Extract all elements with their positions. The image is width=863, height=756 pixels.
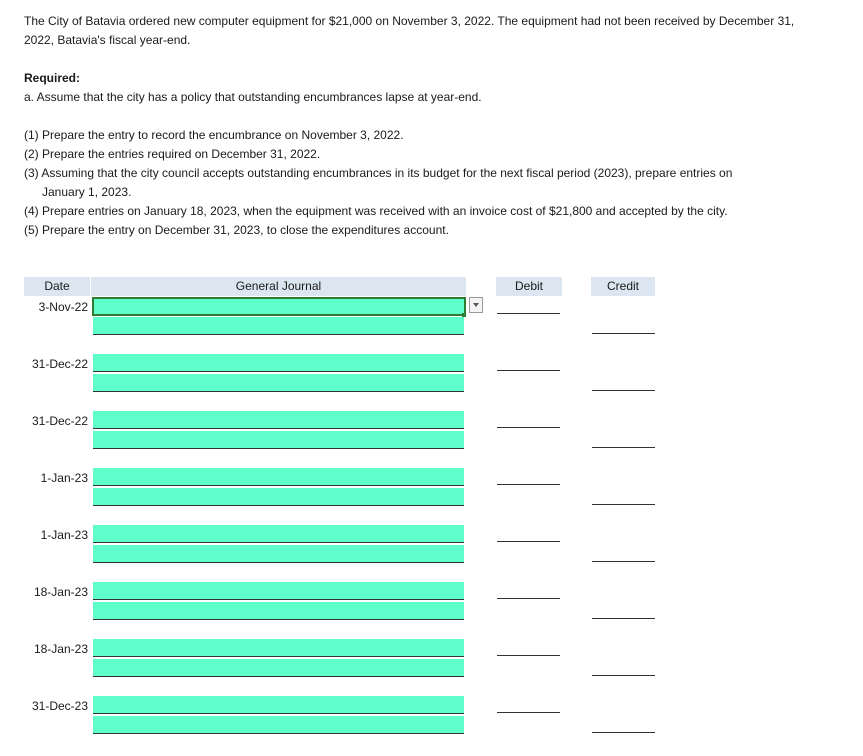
entry-date: 1-Jan-23 xyxy=(40,471,88,485)
account-select-debit[interactable] xyxy=(93,696,464,714)
debit-input[interactable] xyxy=(497,370,560,371)
credit-input[interactable] xyxy=(592,618,655,619)
chevron-down-icon[interactable] xyxy=(469,297,483,313)
debit-input[interactable] xyxy=(497,541,560,542)
journal-entry-4 xyxy=(0,468,863,508)
requirements-list xyxy=(24,126,844,240)
credit-input[interactable] xyxy=(592,447,655,448)
journal-entry-6 xyxy=(0,582,863,622)
account-select-debit[interactable] xyxy=(93,354,464,372)
account-select-credit[interactable] xyxy=(93,716,464,734)
account-select-credit[interactable] xyxy=(93,317,464,335)
entry-date: 18-Jan-23 xyxy=(33,585,88,599)
journal-entry-5 xyxy=(0,525,863,565)
credit-input[interactable] xyxy=(592,390,655,391)
entry-date: 18-Jan-23 xyxy=(33,642,88,656)
requirement-4: (4) Prepare entries on January 18, 2023, when the equipment was received with an invoice cost of $21,800 and accepted by the city. xyxy=(24,204,728,218)
account-select-debit[interactable] xyxy=(93,639,464,657)
account-select-credit[interactable] xyxy=(93,431,464,449)
requirement-3: (3) Assuming that the city council accepts outstanding encumbrances in its budget for the next fiscal period (2023), prepare entries on January 1, 2023. xyxy=(24,166,733,199)
entry-date: 3-Nov-22 xyxy=(38,300,88,314)
debit-input[interactable] xyxy=(497,484,560,485)
journal-entry-3 xyxy=(0,411,863,451)
debit-input[interactable] xyxy=(497,598,560,599)
account-select-credit[interactable] xyxy=(93,659,464,677)
account-select-credit[interactable] xyxy=(93,602,464,620)
problem-intro: The City of Batavia ordered new computer equipment for $21,000 on November 3, 2022. The equipment had not been received by December 31, 2022, Batavia's fiscal year-end. xyxy=(24,14,795,47)
credit-input[interactable] xyxy=(592,732,655,733)
account-select-debit[interactable] xyxy=(93,525,464,543)
header-date: Date xyxy=(24,277,90,296)
requirement-1: (1) Prepare the entry to record the encumbrance on November 3, 2022. xyxy=(24,128,404,142)
entry-date: 31-Dec-22 xyxy=(31,357,88,371)
header-general-journal: General Journal xyxy=(91,277,466,296)
account-select-debit[interactable] xyxy=(93,468,464,486)
entry-date: 1-Jan-23 xyxy=(40,528,88,542)
debit-input[interactable] xyxy=(497,313,560,314)
debit-input[interactable] xyxy=(497,655,560,656)
credit-input[interactable] xyxy=(592,675,655,676)
requirement-5: (5) Prepare the entry on December 31, 2023, to close the expenditures account. xyxy=(24,223,449,237)
debit-input[interactable] xyxy=(497,712,560,713)
header-credit: Credit xyxy=(591,277,655,296)
required-heading: Required: xyxy=(24,71,81,85)
header-debit: Debit xyxy=(496,277,562,296)
entry-date: 31-Dec-23 xyxy=(31,699,88,713)
debit-input[interactable] xyxy=(497,427,560,428)
account-select-debit[interactable] xyxy=(93,582,464,600)
account-select-debit[interactable] xyxy=(93,411,464,429)
account-select-credit[interactable] xyxy=(93,545,464,563)
account-select-credit[interactable] xyxy=(93,488,464,506)
required-part-a: a. Assume that the city has a policy that outstanding encumbrances lapse at year-end. xyxy=(24,90,482,104)
journal-entry-8 xyxy=(0,696,863,736)
credit-input[interactable] xyxy=(592,333,655,334)
journal-entry-7 xyxy=(0,639,863,679)
credit-input[interactable] xyxy=(592,504,655,505)
requirement-2: (2) Prepare the entries required on December 31, 2022. xyxy=(24,147,321,161)
credit-input[interactable] xyxy=(592,561,655,562)
journal-entry-1 xyxy=(0,297,863,337)
journal-entry-2 xyxy=(0,354,863,394)
entry-date: 31-Dec-22 xyxy=(31,414,88,428)
account-select-debit[interactable] xyxy=(92,297,466,316)
account-select-credit[interactable] xyxy=(93,374,464,392)
